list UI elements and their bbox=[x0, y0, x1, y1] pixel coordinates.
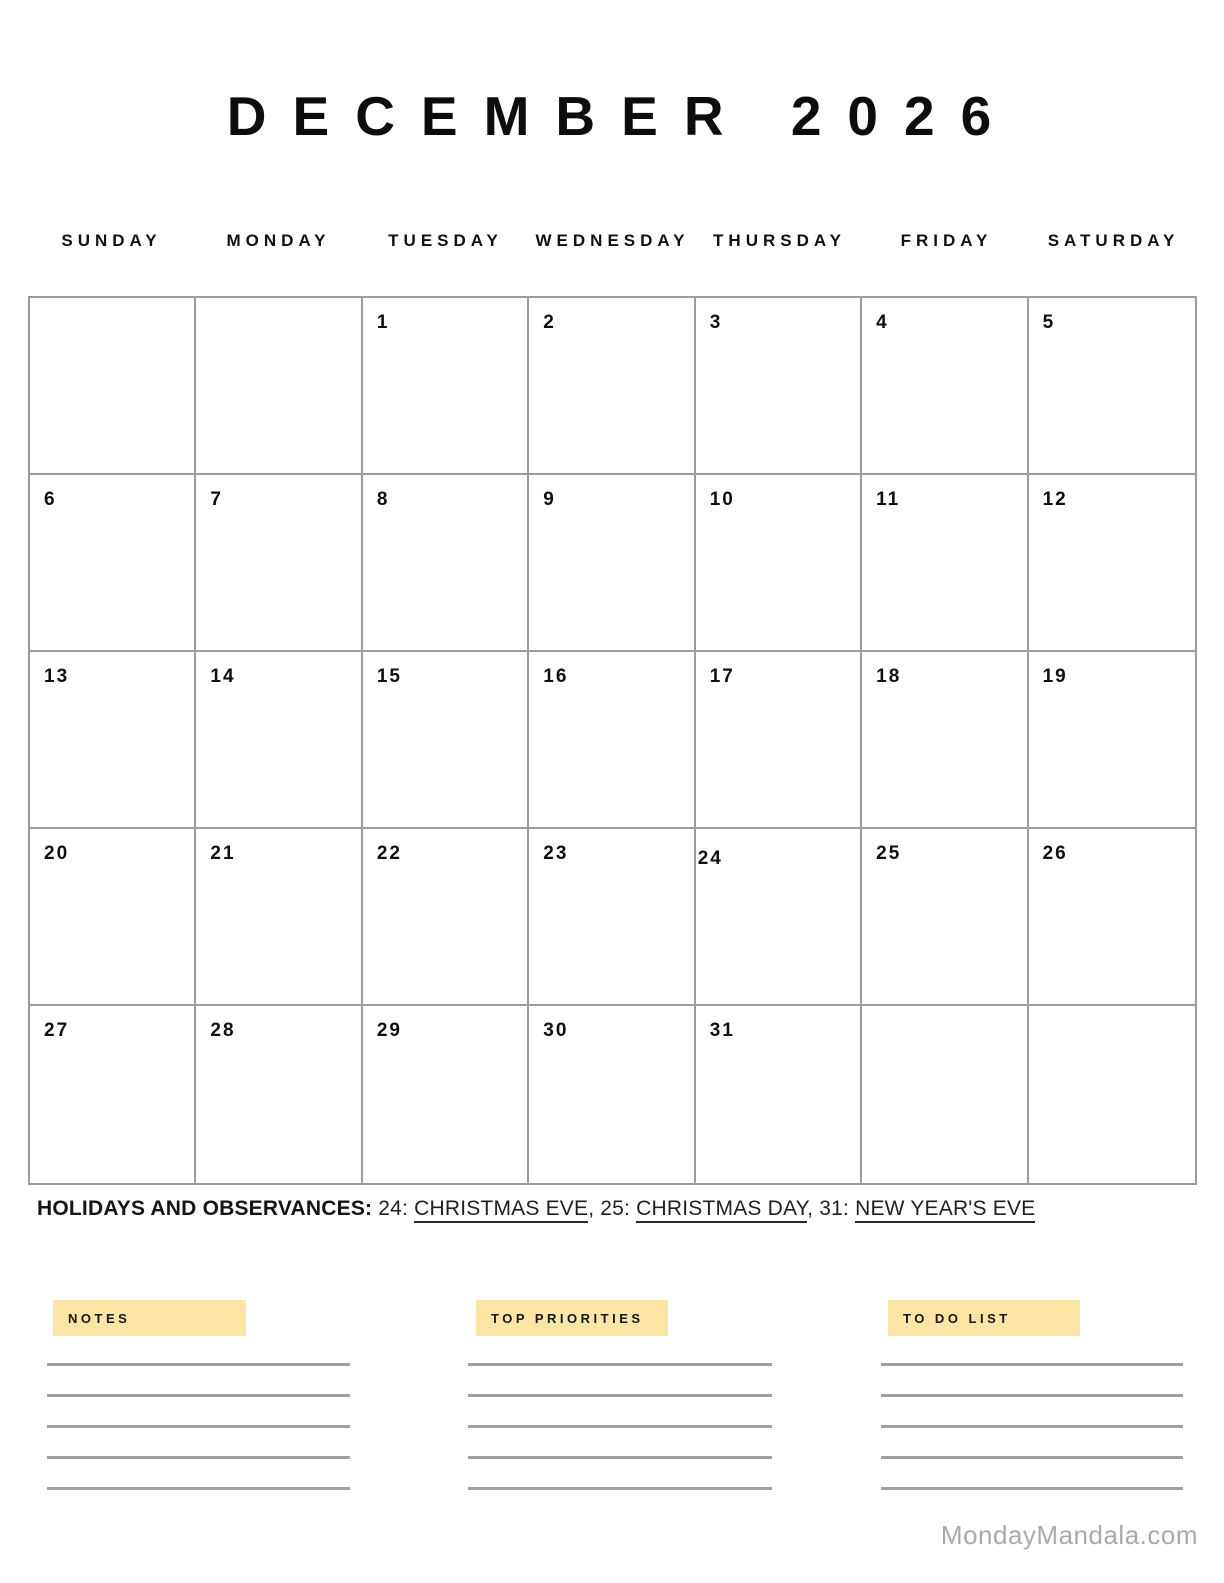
day-number: 4 bbox=[876, 312, 889, 333]
calendar-cell bbox=[862, 1006, 1028, 1183]
to-do-list-label: TO DO LIST bbox=[888, 1300, 1080, 1336]
calendar-cell bbox=[1029, 829, 1195, 1006]
calendar-cell bbox=[363, 475, 529, 652]
notes-label: NOTES bbox=[53, 1300, 246, 1336]
day-number bbox=[196, 298, 360, 313]
section-notes bbox=[47, 1300, 350, 1500]
day-number: 3 bbox=[709, 312, 723, 333]
day-number: 17 bbox=[709, 666, 735, 687]
day-number: 20 bbox=[44, 843, 70, 864]
rule-line bbox=[47, 1394, 350, 1397]
holidays-note bbox=[37, 1195, 1197, 1222]
day-number: 15 bbox=[376, 666, 402, 687]
day-number: 7 bbox=[210, 489, 223, 510]
calendar-cell bbox=[30, 829, 196, 1006]
calendar-grid bbox=[28, 296, 1197, 1185]
day-number bbox=[1029, 1006, 1195, 1021]
rule-line bbox=[881, 1425, 1183, 1428]
day-number: 10 bbox=[709, 489, 735, 510]
rule-line bbox=[47, 1456, 350, 1459]
page-title: DECEMBER 2026 bbox=[226, 85, 1018, 147]
calendar-cell bbox=[529, 652, 695, 829]
calendar-cell bbox=[862, 652, 1028, 829]
rule-line bbox=[47, 1425, 350, 1428]
day-number: 13 bbox=[44, 666, 70, 687]
rule-line bbox=[881, 1487, 1183, 1490]
rule-line bbox=[468, 1487, 772, 1490]
weekday-label-tuesday: TUESDAY bbox=[388, 231, 503, 250]
weekday-label-wednesday: WEDNESDAY bbox=[535, 231, 690, 250]
day-number: 11 bbox=[876, 489, 901, 510]
day-number: 16 bbox=[543, 666, 569, 687]
footer-brand: MondayMandala.com bbox=[940, 1520, 1198, 1550]
calendar-cell bbox=[1029, 1006, 1195, 1183]
day-number: 23 bbox=[543, 843, 569, 864]
day-number: 18 bbox=[876, 666, 902, 687]
day-number bbox=[30, 298, 194, 313]
holiday-name-christmas-eve: CHRISTMAS EVE bbox=[414, 1197, 588, 1223]
calendar-cell bbox=[30, 475, 196, 652]
calendar-cell bbox=[696, 1006, 862, 1183]
calendar-cell bbox=[529, 829, 695, 1006]
day-number bbox=[862, 1006, 1026, 1021]
weekday-label-sunday: SUNDAY bbox=[61, 231, 162, 250]
calendar-cell bbox=[30, 652, 196, 829]
day-number: 9 bbox=[543, 489, 556, 510]
calendar-cell bbox=[529, 298, 695, 475]
rule-line bbox=[47, 1363, 350, 1366]
rule-line bbox=[881, 1394, 1183, 1397]
day-number: 28 bbox=[210, 1020, 236, 1041]
calendar-cell bbox=[696, 298, 862, 475]
day-number: 6 bbox=[44, 489, 57, 510]
rule-line bbox=[47, 1487, 350, 1490]
holiday-day-prefix: , 31: bbox=[807, 1197, 856, 1220]
calendar-cell bbox=[1029, 298, 1195, 475]
day-number: 26 bbox=[1042, 843, 1068, 864]
calendar-cell bbox=[1029, 652, 1195, 829]
weekday-label-monday: MONDAY bbox=[226, 231, 331, 250]
day-number: 1 bbox=[376, 312, 390, 333]
calendar-cell bbox=[30, 1006, 196, 1183]
holiday-name-christmas-day: CHRISTMAS DAY bbox=[636, 1197, 807, 1223]
calendar-cell bbox=[196, 1006, 362, 1183]
day-number: 8 bbox=[376, 489, 390, 510]
weekday-label-saturday: SATURDAY bbox=[1047, 231, 1180, 250]
rule-line bbox=[881, 1363, 1183, 1366]
rule-line bbox=[468, 1456, 772, 1459]
day-number: 12 bbox=[1042, 489, 1068, 510]
day-number: 5 bbox=[1042, 312, 1056, 333]
calendar-cell bbox=[1029, 475, 1195, 652]
holiday-day-prefix: , 25: bbox=[588, 1197, 637, 1220]
calendar-cell bbox=[696, 652, 862, 829]
calendar-cell bbox=[696, 475, 862, 652]
weekday-label-friday: FRIDAY bbox=[900, 231, 993, 250]
rule-line bbox=[468, 1394, 772, 1397]
calendar-cell bbox=[862, 475, 1028, 652]
rule-line bbox=[468, 1363, 772, 1366]
calendar-cell bbox=[529, 475, 695, 652]
weekday-label-thursday: THURSDAY bbox=[713, 231, 846, 250]
calendar-cell bbox=[363, 652, 529, 829]
top-priorities-label: TOP PRIORITIES bbox=[476, 1300, 668, 1336]
day-number: 27 bbox=[44, 1020, 70, 1041]
day-number: 14 bbox=[210, 666, 236, 687]
calendar-cell bbox=[529, 1006, 695, 1183]
holiday-day-prefix: 24: bbox=[372, 1197, 415, 1220]
calendar-cell bbox=[862, 829, 1028, 1006]
day-number: 30 bbox=[543, 1020, 569, 1041]
rule-line bbox=[881, 1456, 1183, 1459]
weekday-header bbox=[28, 231, 1197, 251]
day-number: 19 bbox=[1042, 666, 1068, 687]
holiday-name-new-years-eve: NEW YEAR'S EVE bbox=[855, 1197, 1035, 1223]
calendar-cell bbox=[196, 829, 362, 1006]
day-number: 2 bbox=[543, 312, 556, 333]
section-top-priorities bbox=[468, 1300, 772, 1500]
calendar-cell bbox=[196, 652, 362, 829]
calendar-cell bbox=[363, 829, 529, 1006]
day-number: 25 bbox=[876, 843, 902, 864]
calendar-cell bbox=[862, 298, 1028, 475]
day-number: 29 bbox=[376, 1020, 402, 1041]
calendar-cell bbox=[363, 298, 529, 475]
day-number: 24 bbox=[697, 848, 723, 869]
calendar-cell bbox=[696, 829, 862, 1006]
calendar-cell bbox=[363, 1006, 529, 1183]
day-number: 22 bbox=[376, 843, 402, 864]
calendar-cell bbox=[196, 475, 362, 652]
day-number: 21 bbox=[210, 843, 236, 864]
calendar-cell bbox=[196, 298, 362, 475]
section-to-do-list bbox=[881, 1300, 1183, 1500]
day-number: 31 bbox=[709, 1020, 735, 1041]
calendar-cell bbox=[30, 298, 196, 475]
holidays-label: HOLIDAYS AND OBSERVANCES: bbox=[37, 1197, 373, 1220]
rule-line bbox=[468, 1425, 772, 1428]
